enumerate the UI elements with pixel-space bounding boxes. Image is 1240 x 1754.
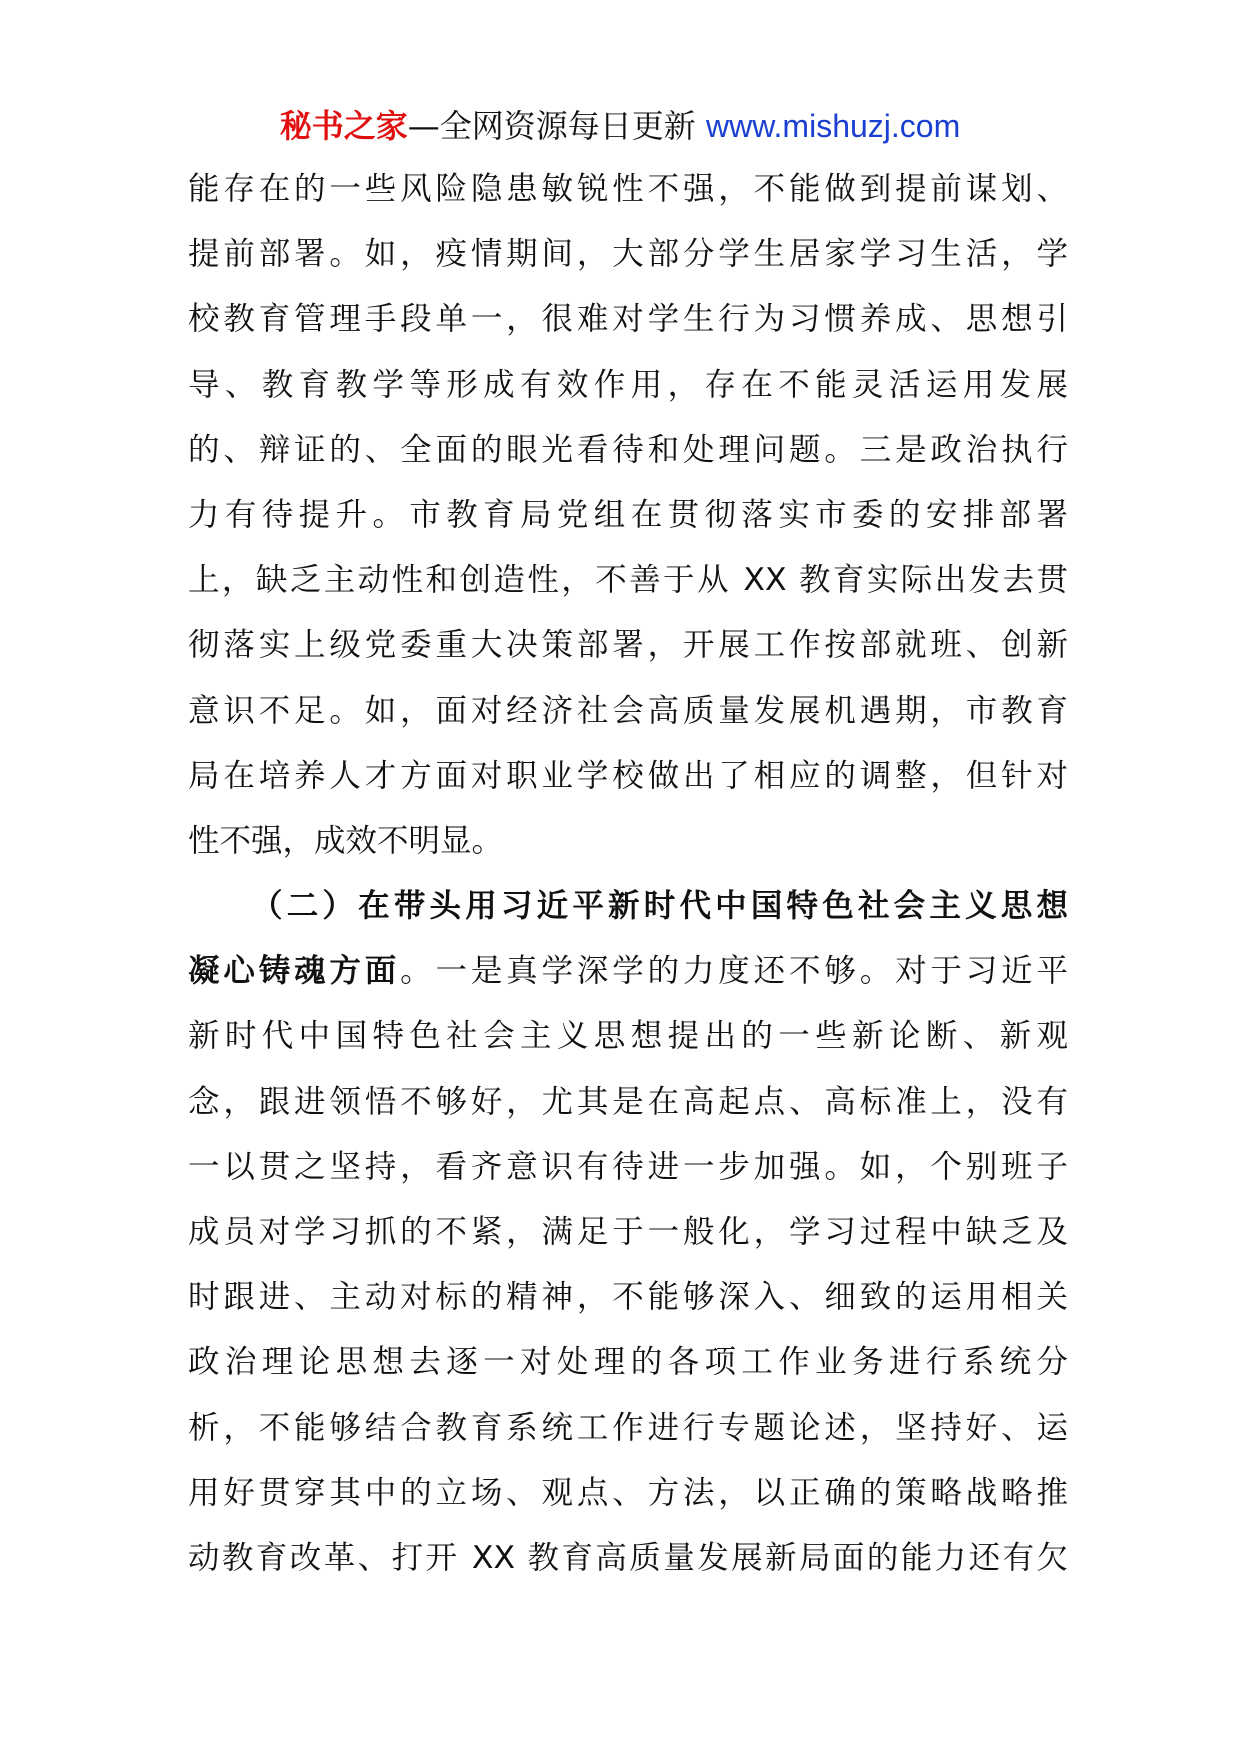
text-line: 动教育改革、打开 XX 教育高质量发展新局面的能力还有欠 xyxy=(188,1539,1068,1576)
text-line: 彻落实上级党委重大决策部署，开展工作按部就班、创新 xyxy=(188,627,1068,664)
text-line: 新时代中国特色社会主义思想提出的一些新论断、新观 xyxy=(188,1018,1068,1055)
text-line: 意识不足。如，面对经济社会高质量发展机遇期，市教育 xyxy=(188,692,1068,729)
header-tagline: —全网资源每日更新 xyxy=(407,107,696,145)
brand-name: 秘书之家 xyxy=(279,107,408,145)
text-line: 成员对学习抓的不紧，满足于一般化，学习过程中缺乏及 xyxy=(188,1214,1068,1250)
text-line: 局在培养人才方面对职业学校做出了相应的调整，但针对 xyxy=(188,757,1068,794)
text-line: 上，缺乏主动性和创造性，不善于从 XX 教育实际出发去贯 xyxy=(188,562,1068,599)
site-header xyxy=(0,98,1240,154)
paragraph-start: 。一是真学深学的力度还不够。对于习近平 xyxy=(400,953,1068,990)
section-heading-tail: 凝心铸魂方面 xyxy=(188,953,401,990)
text-line: 念，跟进领悟不够好，尤其是在高起点、高标准上，没有 xyxy=(188,1083,1068,1120)
section-heading: （二）在带头用习近平新时代中国特色社会主义思想 xyxy=(251,888,1068,925)
text-line: 力有待提升。市教育局党组在贯彻落实市委的安排部署 xyxy=(188,496,1068,533)
text-line: 的、辩证的、全面的眼光看待和处理问题。三是政治执行 xyxy=(188,431,1068,468)
text-line: 提前部署。如，疫情期间，大部分学生居家学习生活，学 xyxy=(188,236,1068,273)
text-line: 析，不能够结合教育系统工作进行专题论述，坚持好、运 xyxy=(188,1409,1068,1446)
text-line-heading-continuation xyxy=(188,939,1068,1004)
text-line: 时跟进、主动对标的精神，不能够深入、细致的运用相关 xyxy=(188,1279,1068,1316)
text-line: 导、教育教学等形成有效作用，存在不能灵活运用发展 xyxy=(188,366,1068,403)
text-line: 政治理论思想去逐一对处理的各项工作业务进行系统分 xyxy=(188,1344,1068,1381)
text-line: 一以贯之坚持，看齐意识有待进一步加强。如，个别班子 xyxy=(188,1148,1068,1185)
document-body xyxy=(188,157,1068,1591)
text-line: 性不强，成效不明显。 xyxy=(188,822,504,859)
text-line: 能存在的一些风险隐患敏锐性不强，不能做到提前谋划、 xyxy=(188,171,1068,207)
text-line: 校教育管理手段单一，很难对学生行为习惯养成、思想引 xyxy=(188,301,1068,338)
text-line: 用好贯穿其中的立场、观点、方法，以正确的策略战略推 xyxy=(188,1474,1068,1511)
site-url[interactable]: www.mishuzj.com xyxy=(705,108,961,144)
